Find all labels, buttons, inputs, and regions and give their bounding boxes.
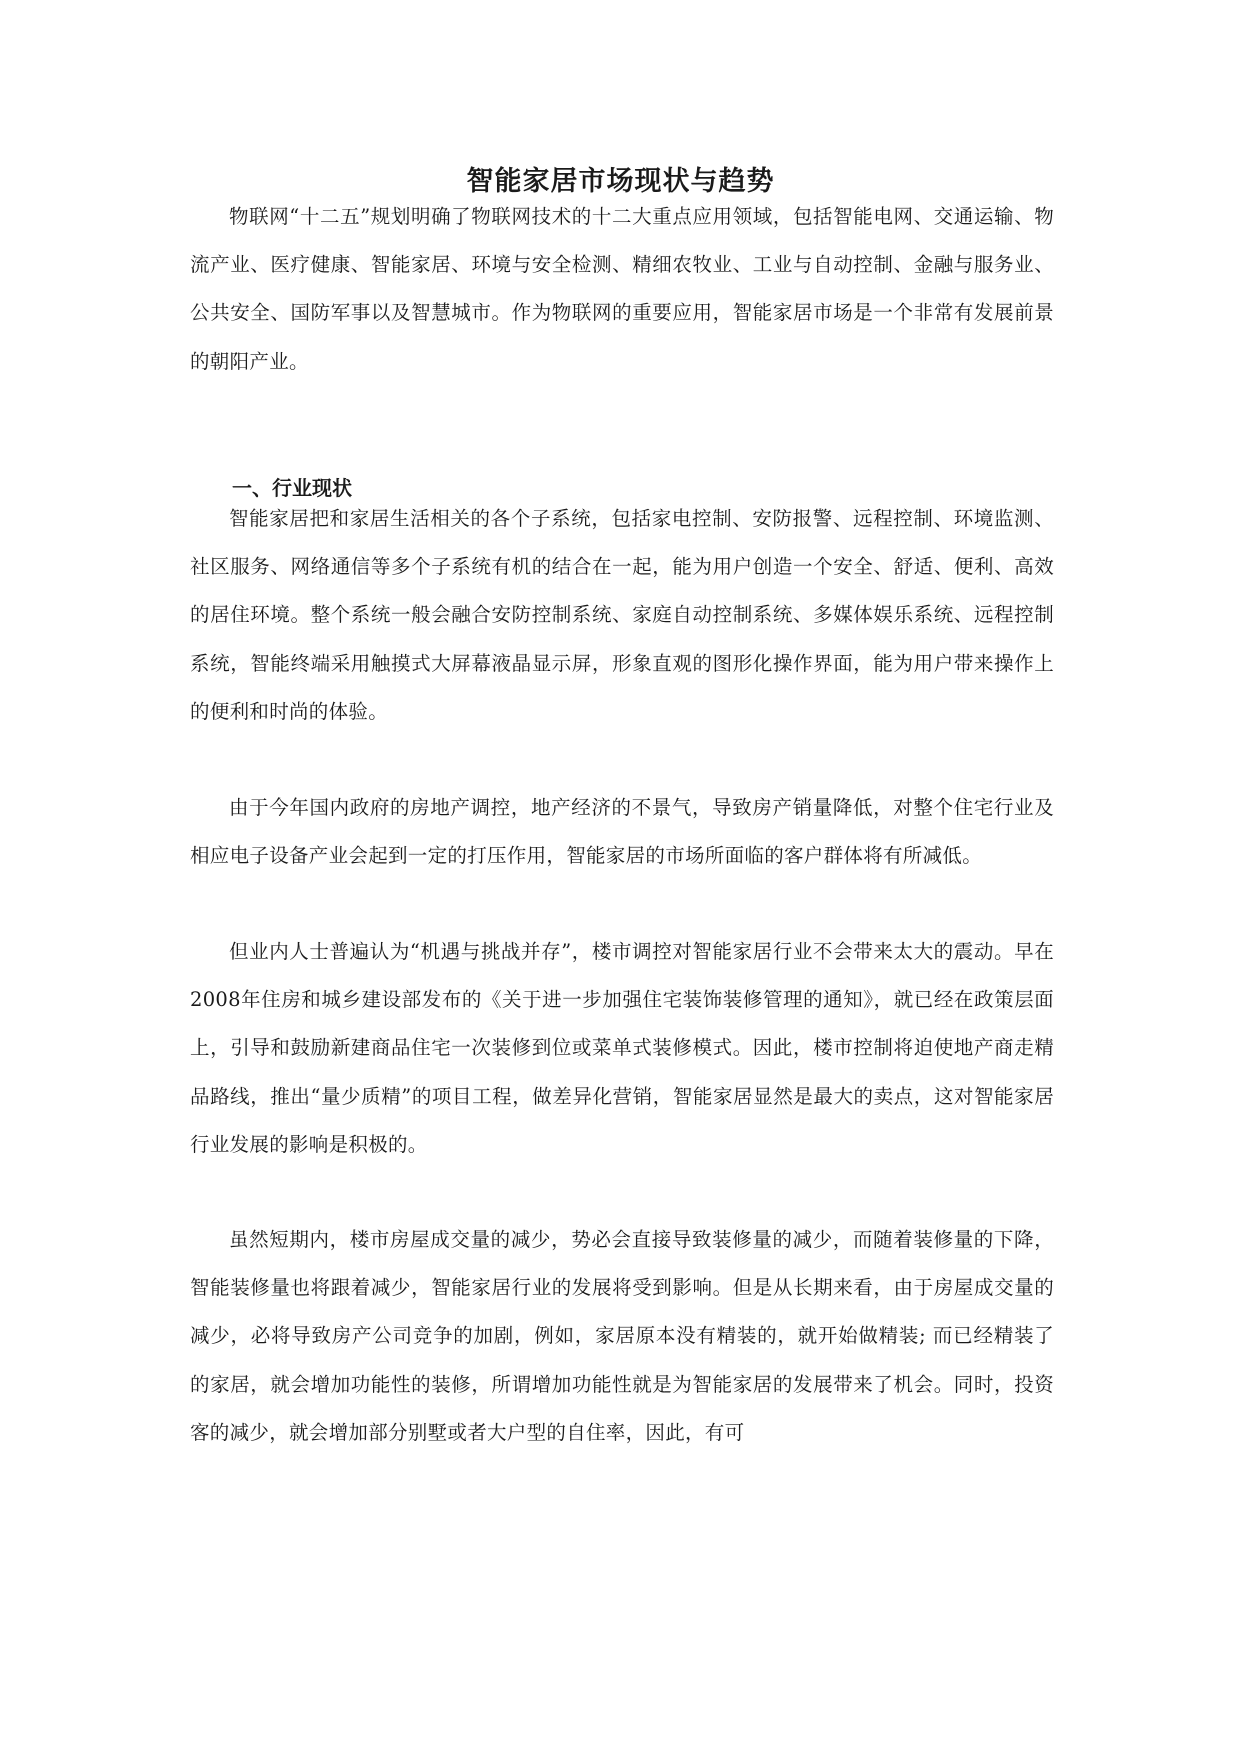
body-paragraph-2: 由于今年国内政府的房地产调控，地产经济的不景气，导致房产销量降低，对整个住宅行业及相应电子设备产业会起到一定的打压作用，智能家居的市场所面临的客户群体将有所减低。 bbox=[190, 796, 1054, 868]
body-paragraph-3: 但业内人士普遍认为“机遇与挑战并存”，楼市调控对智能家居行业不会带来太大的震动。早在2008年住房和城乡建设部发布的《关于进一步加强住宅装饰装修管理的通知》，就已经在政策层面上，引导和鼓励新建商品住宅一次装修到位或菜单式装修模式。因此，楼市控制将迫使地产商走精品路线，推出“量少质精”的项目工程，做差异化营销，智能家居显然是最大的卖点，这对智能家居行业发展的影响是积极的。 bbox=[190, 940, 1054, 1156]
document-title: 智能家居市场现状与趋势 bbox=[466, 166, 775, 197]
body-paragraph-4: 虽然短期内，楼市房屋成交量的减少，势必会直接导致装修量的减少，而随着装修量的下降，智能装修量也将跟着减少，智能家居行业的发展将受到影响。但是从长期来看，由于房屋成交量的减少，必将导致房产公司竞争的加剧，例如，家居原本没有精装的，就开始做精装; 而已经精装了的家居，就会增加功能性的装修，所谓增加功能性就是为智能家居的发展带来了机会。同时，投资客的减少，就会增加部分别墅或者大户型的自住率，因此，有可 bbox=[190, 1228, 1054, 1444]
body-paragraph-1: 智能家居把和家居生活相关的各个子系统，包括家电控制、安防报警、远程控制、环境监测、社区服务、网络通信等多个子系统有机的结合在一起，能为用户创造一个安全、舒适、便利、高效的居住环境。整个系统一般会融合安防控制系统、家庭自动控制系统、多媒体娱乐系统、远程控制系统，智能终端采用触摸式大屏幕液晶显示屏，形象直观的图形化操作界面，能为用户带来操作上的便利和时尚的体验。 bbox=[190, 507, 1054, 723]
intro-paragraph: 物联网“十二五”规划明确了物联网技术的十二大重点应用领域，包括智能电网、交通运输、物流产业、医疗健康、智能家居、环境与安全检测、精细农牧业、工业与自动控制、金融与服务业、公共安全、国防军事以及智慧城市。作为物联网的重要应用，智能家居市场是一个非常有发展前景的朝阳产业。 bbox=[190, 205, 1054, 373]
section-heading: 一、行业现状 bbox=[232, 476, 352, 500]
